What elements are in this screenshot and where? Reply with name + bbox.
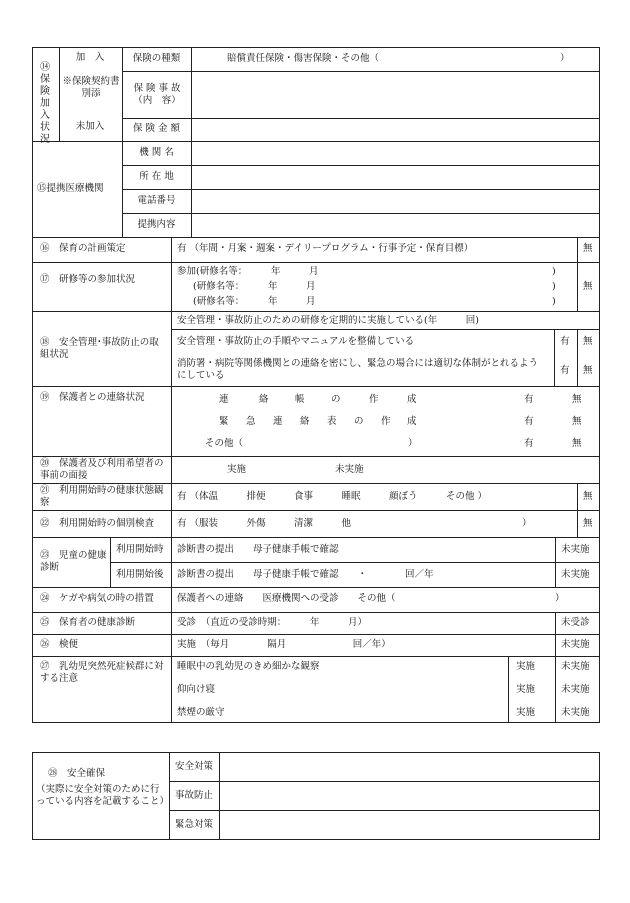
s17-line2: (研修名等： 年 月: [193, 281, 316, 292]
s18-label: ⑱ 安全管理･事故防止の取組状況: [40, 337, 159, 360]
s19-row2-c6: の: [354, 416, 364, 427]
s15-row-content: 提携内容: [137, 219, 176, 230]
s27-done-2: 実施: [516, 684, 536, 695]
s15-row-address: 所 在 地: [139, 171, 174, 182]
s19-row2-c2: 急: [246, 416, 256, 427]
s19-row2-c1: 緊: [219, 416, 229, 427]
s20-done: 実施: [227, 464, 247, 475]
s19-row3: その他（: [205, 438, 244, 449]
s17-none: 無: [583, 281, 593, 292]
s14-type-value: 賠償責任保険・傷害保険・その他（: [227, 53, 380, 64]
s28-row-safety: 安全対策: [175, 761, 214, 772]
s23-notdone-1: 未実施: [561, 544, 590, 555]
s19-row1-c4: の: [331, 394, 341, 405]
s19-row2-c4: 絡: [300, 416, 310, 427]
s27-item-3: 禁煙の厳守: [177, 707, 225, 718]
s25-label: ㉕ 保育者の健康診断: [40, 617, 136, 628]
s18-yes-2: 有: [560, 365, 570, 376]
s18-line3: 消防署・病院等関係機関との連絡を密にし、緊急の場合には適切な体制がとれるようにしている: [177, 358, 539, 381]
s17-label: ⑰ 研修等の参加状況: [40, 274, 136, 285]
s14-note: ※保険契約書別添: [62, 76, 120, 99]
s17-close-2: ): [552, 281, 556, 292]
s19-no-3: 無: [572, 438, 582, 449]
s27-notdone-3: 未実施: [561, 707, 590, 718]
s16-value: 有 （年間・月案・週案・デイリープログラム・行事予定・保育目標）: [177, 243, 474, 254]
s16-none: 無: [583, 243, 593, 254]
s28-label: ㉘ 安全確保: [48, 768, 106, 779]
s23-notdone-2: 未実施: [561, 569, 590, 580]
s19-yes-3: 有: [524, 438, 534, 449]
s19-yes-1: 有: [524, 394, 534, 405]
s17-close-3: ): [552, 296, 556, 307]
s19-row1-c5: 作: [369, 394, 379, 405]
s14-type-label: 保険の種類: [132, 53, 181, 64]
s19-row1-c6: 成: [407, 394, 417, 405]
s14-type-close: ）: [560, 53, 570, 64]
s14-mikanyu: 未加入: [75, 121, 105, 132]
s14-label: ⑭保険加入状況: [40, 62, 50, 145]
s27-label: ㉗ 乳幼児突然死症候群に対する注意: [40, 661, 164, 684]
s23-label: ㉓ 児童の健康診断: [40, 550, 107, 573]
s21-value: 有 （体温 排便 食事 睡眠 顔ぼう その他 ）: [177, 491, 488, 502]
s26-label: ㉖ 検便: [40, 639, 79, 650]
s27-notdone-1: 未実施: [561, 661, 590, 672]
s19-row1-c3: 帳: [295, 394, 305, 405]
s22-none: 無: [583, 518, 593, 529]
s23-after-value: 診断書の提出 母子健康手帳で確認 ・ 回／年: [177, 569, 434, 580]
s15-row-name: 機 関 名: [139, 147, 174, 158]
s20-notdone: 未実施: [335, 464, 364, 475]
s19-row1-c2: 絡: [259, 394, 269, 405]
s21-none: 無: [583, 491, 593, 502]
s18-no-1: 無: [583, 336, 593, 347]
s18-no-2: 無: [583, 365, 593, 376]
s15-label: ⑮提携医療機関: [37, 183, 104, 194]
s19-row2-c5: 表: [327, 416, 337, 427]
s21-label: ㉑ 利用開始時の健康状態観察: [40, 485, 164, 508]
s19-row2-c3: 連: [273, 416, 283, 427]
s18-yes-1: 有: [560, 336, 570, 347]
s18-line1: 安全管理・事故防止のための研修を定期的に実施している(年 回): [177, 315, 479, 326]
s19-label: ⑲ 保護者との連絡状況: [40, 392, 145, 403]
s22-label: ㉒ 利用開始時の個別検査: [40, 518, 155, 529]
s19-no-2: 無: [572, 416, 582, 427]
s24-close: ）: [555, 593, 565, 604]
s25-value: 受診 （直近の受診時期： 年 月）: [177, 617, 368, 628]
s16-label: ⑯ 保育の計画策定: [40, 243, 126, 254]
s19-no-1: 無: [572, 394, 582, 405]
s14-accident-label: 保 険 事 故（内 容）: [133, 83, 181, 106]
s26-notdone: 未実施: [561, 639, 590, 650]
s28-sub: （実際に安全対策のために行っている内容を記載すること）: [36, 784, 170, 807]
s23-start-label: 利用開始時: [116, 544, 164, 555]
s26-value: 実施 （毎月 隔月 回／年）: [177, 639, 391, 650]
s18-line2: 安全管理・事故防止の手順やマニュアルを整備している: [177, 336, 415, 347]
s27-item-2: 仰向け寝: [177, 684, 216, 695]
s19-row2-c8: 成: [407, 416, 417, 427]
s23-start-value: 診断書の提出 母子健康手帳で確認: [177, 544, 339, 555]
s20-label: ⑳ 保護者及び利用希望者の事前の面接: [40, 458, 164, 481]
s28-row-emergency: 緊急対策: [175, 819, 214, 830]
s22-value: 有 （服装 外傷 清潔 他: [177, 518, 352, 529]
s19-row1-c1: 連: [219, 394, 229, 405]
s19-yes-2: 有: [524, 416, 534, 427]
s27-notdone-2: 未実施: [561, 684, 590, 695]
s25-none: 未受診: [561, 617, 590, 628]
s27-done-3: 実施: [516, 707, 536, 718]
s19-row3-close: ）: [408, 438, 418, 449]
s17-line1: 参加(研修名等： 年 月: [177, 266, 319, 277]
s14-kanyu: 加 入: [75, 52, 105, 63]
s15-row-phone: 電話番号: [137, 195, 176, 206]
s22-close: ）: [522, 518, 532, 529]
s17-close-1: ): [552, 266, 556, 277]
s17-line3: (研修名等： 年 月: [193, 296, 316, 307]
s14-amount-label: 保 険 金 額: [132, 123, 181, 134]
s27-item-1: 睡眠中の乳幼児のきめ細かな観察: [177, 661, 320, 672]
s19-row2-c7: 作: [381, 416, 391, 427]
s27-done-1: 実施: [516, 661, 536, 672]
s28-row-accident: 事故防止: [175, 790, 214, 801]
s23-after-label: 利用開始後: [116, 569, 164, 580]
s24-label: ㉔ ケガや病気の時の措置: [40, 593, 154, 604]
s24-value: 保護者への連絡 医療機関への受診 その他（: [177, 593, 396, 604]
